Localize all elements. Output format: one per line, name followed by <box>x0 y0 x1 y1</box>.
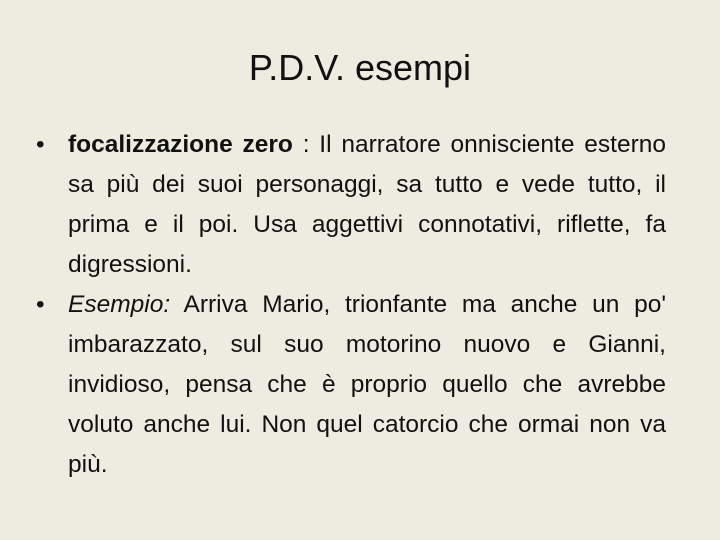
bullet-item-focalizzazione-zero <box>36 125 666 285</box>
bullet-dot-icon: • <box>36 291 45 318</box>
example-label: Esempio: <box>68 291 171 318</box>
bullet-list <box>36 125 666 485</box>
slide-title: P.D.V. esempi <box>248 47 472 88</box>
bullet-item-esempio <box>36 285 666 485</box>
bullet-text: : Il narratore onnisciente esterno sa più dei suoi personaggi, sa tutto e vede tutto, il prima e il poi. Usa aggettivi connotativi, riflette, fa digressioni. <box>68 131 666 278</box>
bullet-dot-icon: • <box>36 131 45 158</box>
bullet-text: Arriva Mario, trionfante ma anche un po' imbarazzato, sul suo motorino nuovo e Gianni, invidioso, pensa che è proprio quello che avrebbe voluto anche lui. Non quel catorcio che ormai non va più. <box>68 291 666 478</box>
bullet-term: focalizzazione zero <box>68 131 293 158</box>
